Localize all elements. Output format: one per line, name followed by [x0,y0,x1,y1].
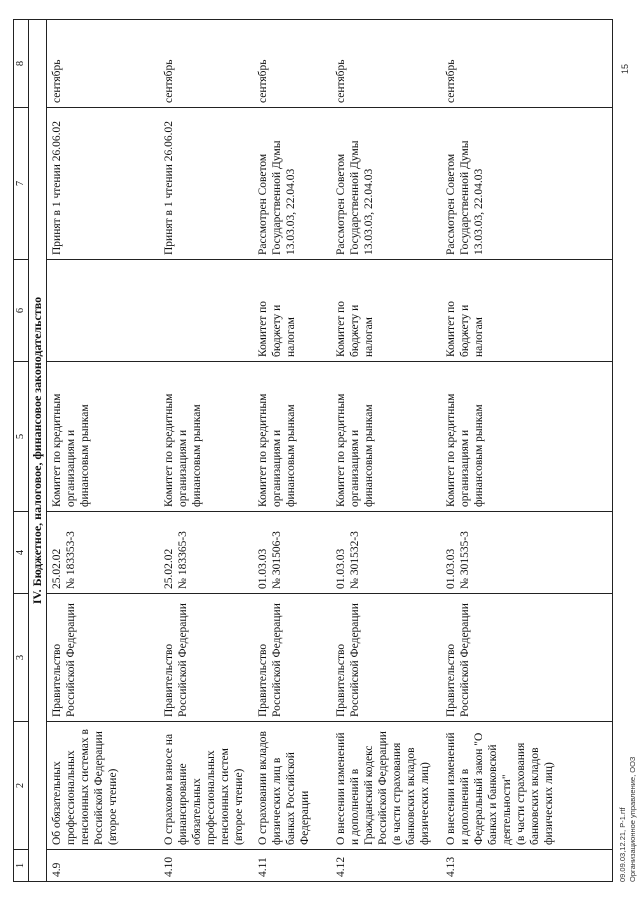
review-term: сентябрь [159,20,253,108]
page-number: 15 [620,63,630,74]
column-number: 4 [14,512,29,594]
column-number: 7 [14,108,29,260]
review-term: сентябрь [46,20,159,108]
bill-initiator: Правительство Российской Федерации [46,594,159,722]
responsible-committee: Комитет по кредитным организациям и финансовым рынкам [253,362,331,512]
co-executor-committee [46,260,159,362]
co-executor-committee: Комитет по бюджету и налогам [331,260,441,362]
section-heading: IV. Бюджетное, налоговое, финансовое законодательство [29,20,47,882]
bill-initiator: Правительство Российской Федерации [441,594,612,722]
table-row [46,20,159,882]
row-number: 4.13 [441,850,612,882]
column-number: 3 [14,594,29,722]
bill-status: Рассмотрен Советом Государственной Думы 13.03.03, 22.04.03 [441,108,612,260]
column-number: 5 [14,362,29,512]
bill-status: Рассмотрен Советом Государственной Думы 13.03.03, 22.04.03 [253,108,331,260]
table-row [441,20,612,882]
bill-registration: 25.02.02 № 183365-3 [159,512,253,594]
table-row [331,20,441,882]
responsible-committee: Комитет по кредитным организациям и финансовым рынкам [441,362,612,512]
column-number: 8 [14,20,29,108]
column-number-row [14,20,29,882]
review-term: сентябрь [331,20,441,108]
row-number: 4.11 [253,850,331,882]
footer-organization: Организационное управление, ООЗ [628,756,637,882]
bill-registration: 01.03.03 № 301535-3 [441,512,612,594]
responsible-committee: Комитет по кредитным организациям и финансовым рынкам [159,362,253,512]
section-heading-row [29,20,47,882]
bill-initiator: Правительство Российской Федерации [331,594,441,722]
row-number: 4.9 [46,850,159,882]
bill-initiator: Правительство Российской Федерации [159,594,253,722]
bill-registration: 01.03.03 № 301506-3 [253,512,331,594]
row-number: 4.10 [159,850,253,882]
table-row [253,20,331,882]
bill-initiator: Правительство Российской Федерации [253,594,331,722]
bill-title: О страховом взносе на финансирование обязательных профессиональных пенсионных систем (второе чтение) [159,722,253,850]
bill-registration: 01.03.03 № 301532-3 [331,512,441,594]
footer-file-name: 09.09.03,12.21, Р-1.rtf [618,807,627,882]
bill-status: Рассмотрен Советом Государственной Думы 13.03.03, 22.04.03 [331,108,441,260]
review-term: сентябрь [253,20,331,108]
column-number: 2 [14,722,29,850]
bill-title: О страховании вкладов физических лиц в банках Российской Федерации [253,722,331,850]
bill-title: О внесении изменений и дополнений в Федеральный закон "О банках и банковской деятельности" (в части страхования банковских вкладов физических лиц) [441,722,612,850]
bill-title: Об обязательных профессиональных пенсионных системах в Российской Федерации (второе чтение) [46,722,159,850]
responsible-committee: Комитет по кредитным организациям и финансовым рынкам [331,362,441,512]
bill-registration: 25.02.02 № 183353-3 [46,512,159,594]
review-term: сентябрь [441,20,612,108]
responsible-committee: Комитет по кредитным организациям и финансовым рынкам [46,362,159,512]
co-executor-committee: Комитет по бюджету и налогам [253,260,331,362]
column-number: 6 [14,260,29,362]
legislation-plan-table [13,19,613,882]
bill-status: Принят в 1 чтении 26.06.02 [159,108,253,260]
co-executor-committee: Комитет по бюджету и налогам [441,260,612,362]
column-number: 1 [14,850,29,882]
co-executor-committee [159,260,253,362]
row-number: 4.12 [331,850,441,882]
bill-status: Принят в 1 чтении 26.06.02 [46,108,159,260]
table-row [159,20,253,882]
bill-title: О внесении изменений и дополнений в Гражданский кодекс Российской Федерации (в части страхования банковских вкладов физических лиц) [331,722,441,850]
